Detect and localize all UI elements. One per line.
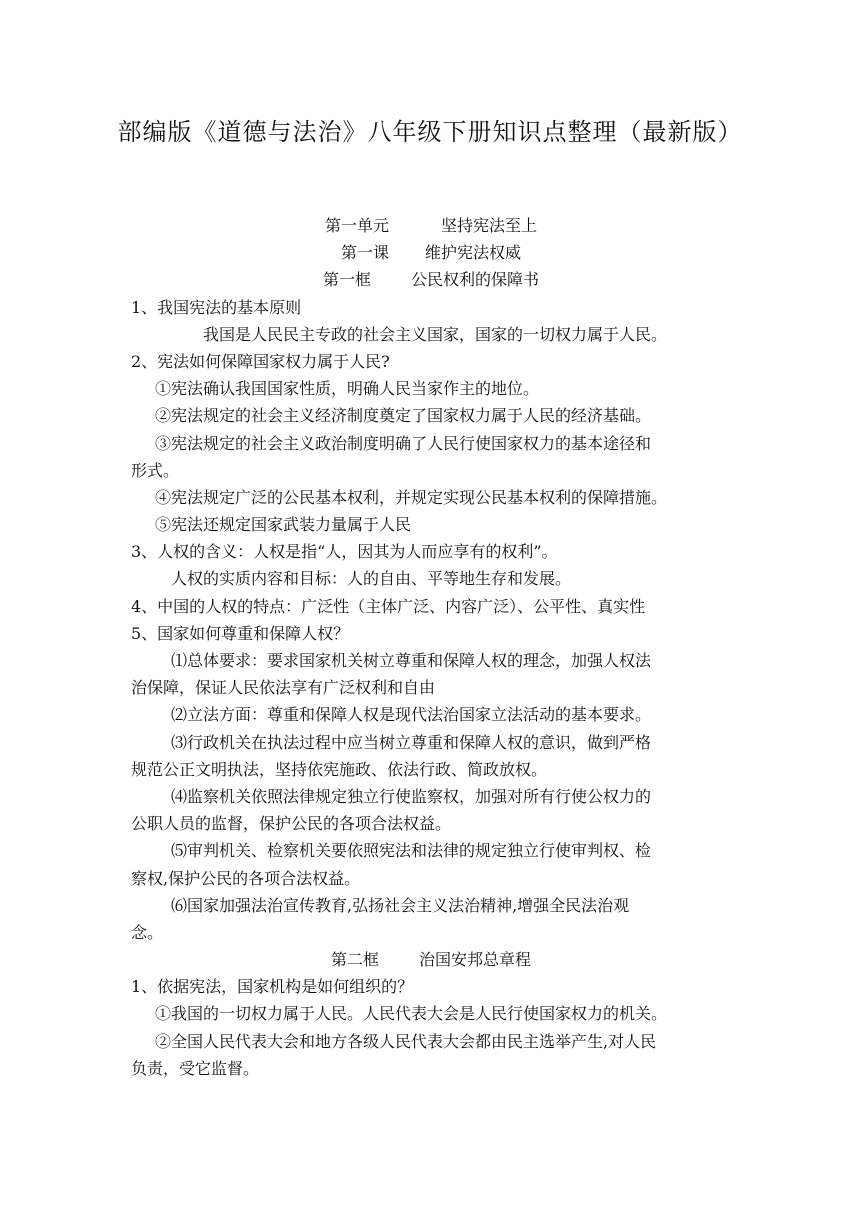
lesson-heading <box>131 239 731 266</box>
paragraph-line: 我国是人民民主专政的社会主义国家，国家的一切权力属于人民。 <box>203 324 668 344</box>
list-item: ⑶行政机关在执法过程中应当树立尊重和保障人权的意识，做到严格 <box>171 732 652 752</box>
list-item: ①我国的一切权力属于人民。人民代表大会是人民行使国家权力的机关。 <box>155 1004 668 1024</box>
frame-label: 第二框 <box>330 950 379 970</box>
lesson-label: 第一课 <box>340 243 389 263</box>
list-item: ⑵立法方面：尊重和保障人权是现代法治国家立法活动的基本要求。 <box>171 705 652 725</box>
list-item-continuation: 察权,保护公民的各项合法权益。 <box>131 868 361 888</box>
list-item-continuation: 念。 <box>131 922 164 942</box>
frame-name: 公民权利的保障书 <box>411 270 540 290</box>
list-item: ②宪法规定的社会主义经济制度奠定了国家权力属于人民的经济基础。 <box>155 406 652 426</box>
list-item: ⑷监察机关依照法律规定独立行使监察权，加强对所有行使公权力的 <box>171 786 652 806</box>
paragraph-line: 人权的实质内容和目标：人的自由、平等地生存和发展。 <box>171 569 572 589</box>
frame-label: 第一框 <box>322 270 371 290</box>
list-item: ②全国人民代表大会和地方各级人民代表大会都由民主选举产生,对人民 <box>155 1031 657 1051</box>
frame-heading <box>131 266 731 293</box>
unit-heading <box>131 212 731 239</box>
list-item-continuation: 负责，受它监督。 <box>131 1058 260 1078</box>
list-item: ③宪法规定的社会主义政治制度明确了人民行使国家权力的基本途径和 <box>155 433 652 453</box>
list-item-continuation: 公职人员的监督，保护公民的各项合法权益。 <box>131 814 452 834</box>
section-heading: 1、依据宪法，国家机构是如何组织的？ <box>131 977 414 997</box>
list-item: ⑤宪法还规定国家武装力量属于人民 <box>155 515 412 535</box>
document-body <box>131 212 731 1082</box>
frame-name: 治国安邦总章程 <box>419 950 532 970</box>
list-item: ⑹国家加强法治宣传教育,弘扬社会主义法治精神,增强全民法治观 <box>171 895 630 915</box>
section-heading: 1、我国宪法的基本原则 <box>131 297 302 317</box>
list-item: ①宪法确认我国国家性质，明确人民当家作主的地位。 <box>155 379 540 399</box>
lesson-name: 维护宪法权威 <box>425 243 522 263</box>
section-heading: 5、国家如何尊重和保障人权？ <box>131 623 350 643</box>
section-heading: 4、中国的人权的特点：广泛性（主体广泛、内容广泛）、公平性、真实性 <box>131 596 646 616</box>
section-heading: 2、宪法如何保障国家权力属于人民? <box>131 351 390 371</box>
list-item: ④宪法规定广泛的公民基本权利，并规定实现公民基本权利的保障措施。 <box>155 487 668 507</box>
list-item: ⑸审判机关、检察机关要依照宪法和法律的规定独立行使审判权、检 <box>171 841 652 861</box>
document-title: 部编版《道德与法治》八年级下册知识点整理（最新版） <box>117 118 743 146</box>
frame-heading <box>131 946 731 973</box>
list-item-continuation: 形式。 <box>131 460 180 480</box>
list-item-continuation: 规范公正文明执法，坚持依宪施政、依法行政、简政放权。 <box>131 759 548 779</box>
list-item-continuation: 治保障，保证人民依法享有广泛权利和自由 <box>131 678 436 698</box>
list-item: ⑴总体要求：要求国家机关树立尊重和保障人权的理念，加强人权法 <box>171 651 652 670</box>
section-heading: 3、人权的含义：人权是指“人，因其为人而应享有的权利”。 <box>131 542 558 562</box>
unit-name: 坚持宪法至上 <box>441 216 538 235</box>
unit-label: 第一单元 <box>324 216 389 235</box>
